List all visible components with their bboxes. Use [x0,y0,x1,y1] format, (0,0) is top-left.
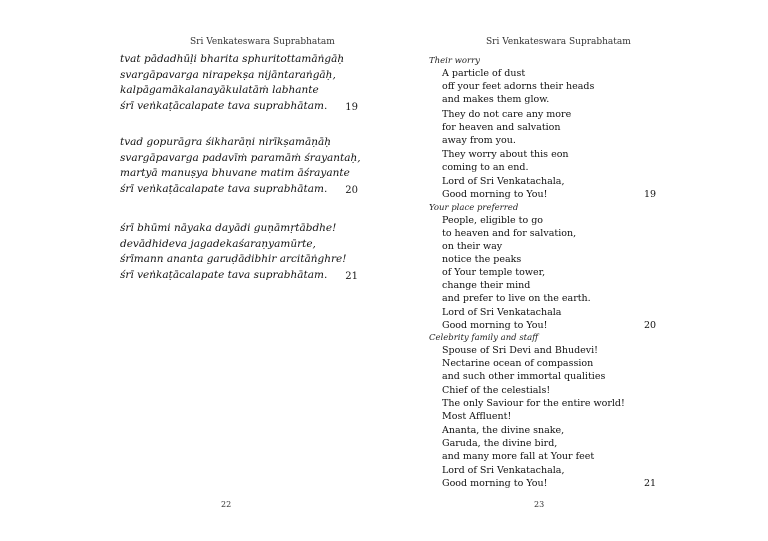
sanskrit-verse-21 [120,221,360,283]
translation-line: and prefer to live on the earth. [442,293,591,304]
translation-line: Good morning to You! [442,189,548,200]
translation-line: to heaven and for salvation, [442,228,577,239]
translation-line: and such other immortal qualities [442,371,606,382]
verse-line: tvat pādadhūḷi bharita sphuritottamāṅgāḥ [120,53,345,65]
translation-line: Lord of Sri Venkatachala, [442,465,565,476]
page-number-right: 23 [534,500,545,509]
translation-line: for heaven and salvation [442,122,561,133]
verse-line: śrī veṅkaṭācalapate tava suprabhātam. [120,182,328,195]
verse-line: svargāpavarga padavīṁ paramāṁ śrayantaḥ, [120,151,361,164]
translation-line: They worry about this eon [442,149,569,160]
translation-line: Garuda, the divine bird, [442,438,558,449]
translation-line: of Your temple tower, [442,267,546,278]
running-head-left: Sri Venkateswara Suprabhatam [190,37,335,47]
verse-line: devādhideva jagadekaśaraṇyamūrte, [120,237,316,250]
verse-line: svargāpavarga nirapekṣa nijāntaraṅgāḥ, [120,68,336,81]
translation-line: and makes them glow. [442,94,550,105]
verse-line: śrī bhūmi nāyaka dayādi guṇāmṛtābdhe! [120,222,337,234]
translation-line: Ananta, the divine snake, [442,425,565,436]
translation-line: Lord of Sri Venkatachala, [442,176,565,187]
section-title: Your place preferred [429,203,519,213]
translation-line: Good morning to You! [442,478,548,489]
stanza-number: 20 [644,320,657,331]
verse-line: śrī veṅkaṭācalapate tava suprabhātam. [120,268,328,281]
sanskrit-verse-20 [120,135,360,197]
translation-line: Good morning to You! [442,320,548,331]
translation-line: Chief of the celestials! [442,385,551,396]
right-page [384,0,768,541]
verse-line: martyā manuṣya bhuvane matim āśrayante [120,167,350,179]
translation-line: off your feet adorns their heads [442,81,595,92]
section-title: Their worry [429,56,480,66]
translation-line: A particle of dust [442,68,526,79]
page-number-left: 22 [221,500,232,509]
translation-line: on their way [442,241,503,252]
running-head-right: Sri Venkateswara Suprabhatam [486,37,631,47]
verse-line: tvad gopurāgra śikharāṇi nirīkṣamāṇāḥ [120,136,331,148]
translation-line: They do not care any more [442,109,572,120]
verse-number: 20 [345,185,358,196]
stanza-number: 21 [644,478,657,489]
sanskrit-verse-19 [120,52,360,114]
translation-line: People, eligible to go [442,215,544,226]
section-title: Celebrity family and staff [429,333,539,343]
translation-line: and many more fall at Your feet [442,451,595,462]
translation-line: notice the peaks [442,254,522,265]
verse-line: śrīmann ananta garuḍādibhir arcitāṅghre! [120,253,347,265]
translation-line: Nectarine ocean of compassion [442,358,594,369]
translation-line: Most Affluent! [442,411,512,422]
translation-line: change their mind [442,280,531,291]
stanza-number: 19 [644,189,657,200]
translation-line: The only Saviour for the entire world! [442,398,625,409]
translation-line: Lord of Sri Venkatachala [442,307,562,318]
verse-line: kalpāgamākalanayākulatāṁ labhante [120,84,319,96]
translation-line: away from you. [442,135,516,146]
translation-line: coming to an end. [442,162,529,173]
translation-line: Spouse of Sri Devi and Bhudevi! [442,345,598,356]
verse-number: 21 [345,271,358,282]
verse-line: śrī veṅkaṭācalapate tava suprabhātam. [120,99,328,112]
verse-number: 19 [345,102,358,113]
